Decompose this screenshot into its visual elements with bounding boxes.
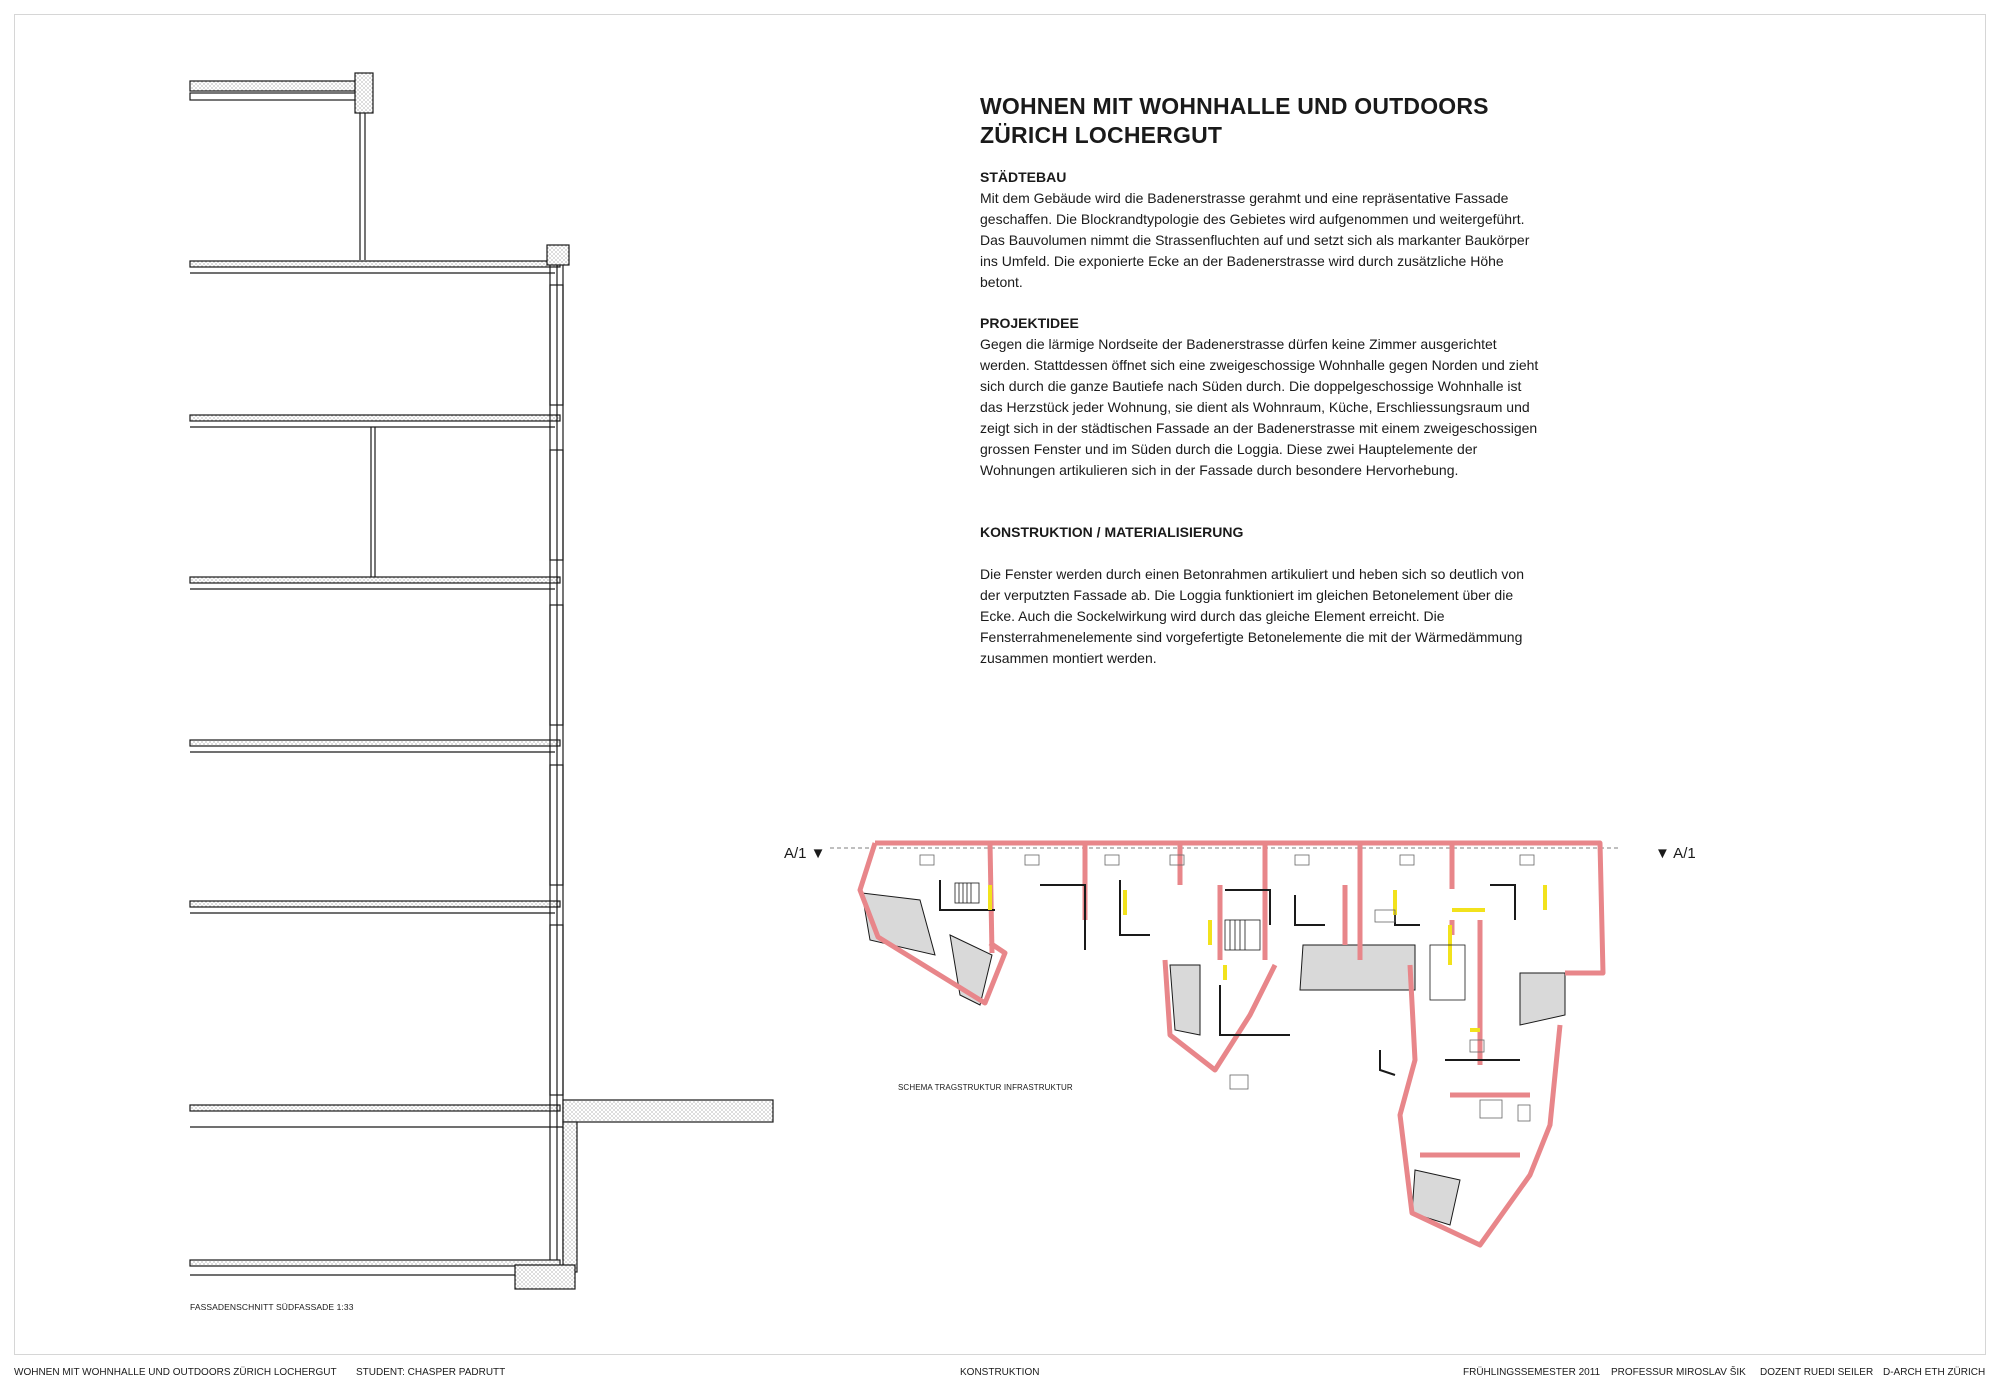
section-text: Gegen die lärmige Nordseite der Badenerstrasse dürfen keine Zimmer ausgerichtet werden. Stattdessen öffnet sich eine zweigeschossige Wohnhalle gegen Norden und zieht sich durch die ganze Bautiefe nach Süden durch. Die doppelgeschossige Wohnhalle ist das Herzstück jeder Wohnung, sie dient als Wohnraum, Küche, Erschliessungsraum und zeigt sich in der städtischen Fassade an der Badenerstrasse mit einem zweigeschossigen grossen Fenster und im Süden durch die Loggia. Diese zwei Hauptelemente der Wohnungen artikulieren sich in der Fassade durch besondere Hervorhebung. xyxy=(980,336,1539,478)
footer-professor: PROFESSUR MIROSLAV ŠIK xyxy=(1611,1367,1746,1378)
section-heading: STÄDTEBAU xyxy=(980,169,1067,185)
section-marker-left: A/1 ▼ xyxy=(784,845,826,862)
section-staedtebau xyxy=(980,167,1540,293)
section-marker-right: ▼ A/1 xyxy=(1655,845,1696,862)
page-title xyxy=(980,92,1489,150)
section-konstruktion xyxy=(980,522,1540,669)
footer-institute: D-ARCH ETH ZÜRICH xyxy=(1883,1367,1986,1378)
plan-drawing-caption: SCHEMA TRAGSTRUKTUR INFRASTRUKTUR xyxy=(898,1083,1073,1092)
title-line-1: WOHNEN MIT WOHNHALLE UND OUTDOORS xyxy=(980,93,1489,119)
section-drawing-caption: FASSADENSCHNITT SÜDFASSADE 1:33 xyxy=(190,1302,354,1312)
section-heading: KONSTRUKTION / MATERIALISIERUNG xyxy=(980,524,1244,540)
footer-topic: KONSTRUKTION xyxy=(960,1367,1040,1378)
footer-student: STUDENT: CHASPER PADRUTT xyxy=(356,1367,506,1378)
section-text: Die Fenster werden durch einen Betonrahmen artikuliert und heben sich so deutlich von der verputzten Fassade ab. Die Loggia funktioniert im gleichen Betonelement über die Ecke. Auch die Sockelwirkung wird durch das gleiche Element erreicht. Die Fensterrahmenelemente sind vorgefertigte Betonelemente die mit der Wärmedämmung zusammen montiert werden. xyxy=(980,566,1524,666)
title-line-2: ZÜRICH LOCHERGUT xyxy=(980,122,1223,148)
section-text: Mit dem Gebäude wird die Badenerstrasse gerahmt und eine repräsentative Fassade geschaffen. Die Blockrandtypologie des Gebietes wird aufgenommen und weitergeführt. Das Bauvolumen nimmt die Strassenfluchten auf und setzt sich als markanter Baukörper ins Umfeld. Die exponierte Ecke an der Badenerstrasse wird durch zusätzliche Höhe betont. xyxy=(980,190,1530,290)
section-heading: PROJEKTIDEE xyxy=(980,315,1079,331)
facade-section-drawing xyxy=(185,65,785,1295)
footer-semester: FRÜHLINGSSEMESTER 2011 xyxy=(1463,1367,1601,1378)
section-projektidee xyxy=(980,313,1540,481)
floor-plan-drawing xyxy=(820,825,1620,1255)
footer-lecturer: DOZENT RUEDI SEILER xyxy=(1760,1367,1874,1378)
footer-project: WOHNEN MIT WOHNHALLE UND OUTDOORS ZÜRICH LOCHERGUT xyxy=(14,1367,337,1378)
